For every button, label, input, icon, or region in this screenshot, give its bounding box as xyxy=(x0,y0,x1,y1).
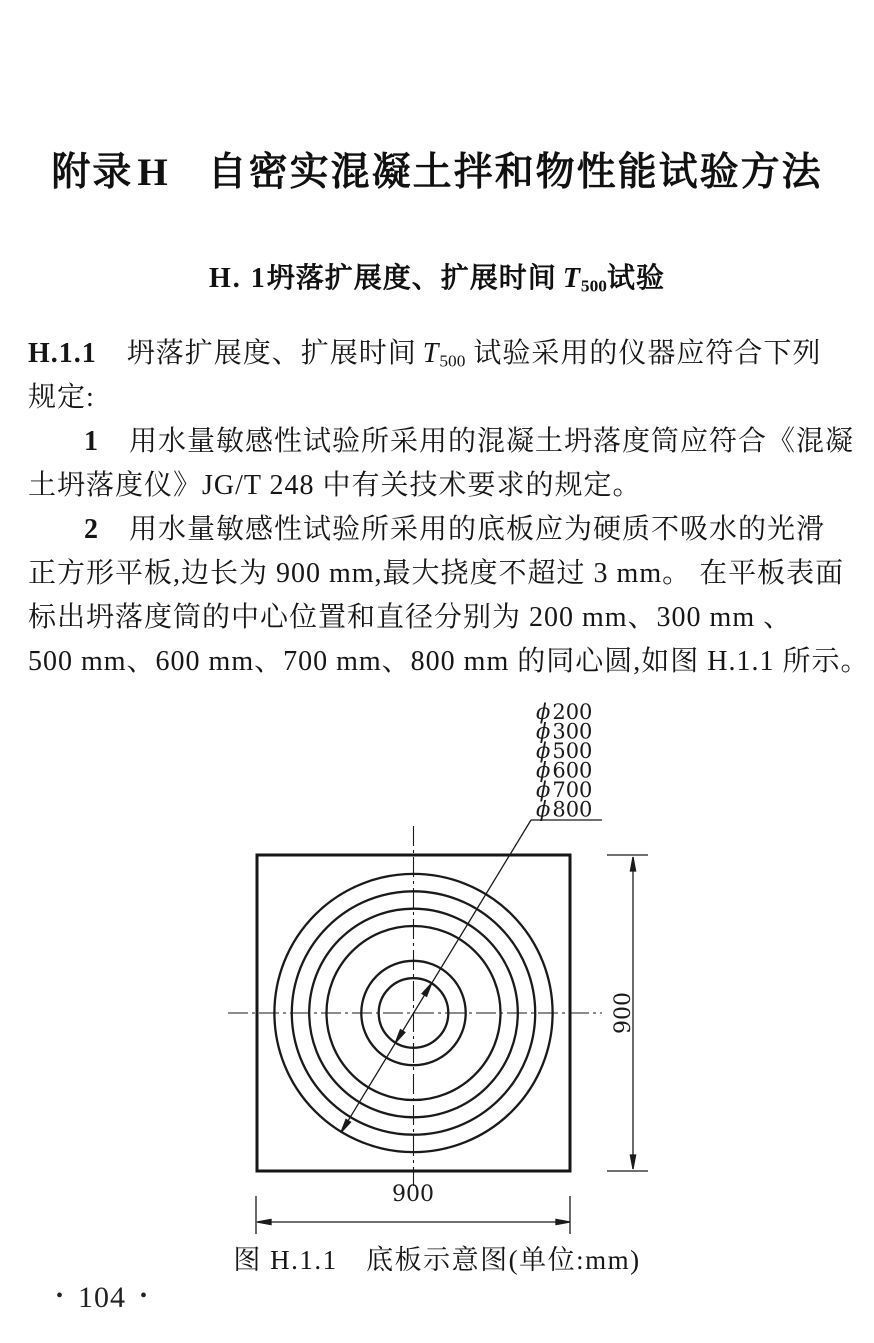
body-line-4 xyxy=(28,464,848,508)
diameter-leader xyxy=(341,820,602,1133)
figure-caption: 图 H.1.1 底板示意图(单位:mm) xyxy=(233,1245,641,1275)
body-text-run: 试验采用的仪器应符合下列 xyxy=(473,338,822,369)
t500-symbol: T xyxy=(562,263,581,294)
body-text-run: 正方形平板,边长为 900 mm,最大挠度不超过 3 mm。 在平板表面 xyxy=(28,558,845,589)
section-heading xyxy=(0,258,874,306)
appendix-subject: 自密实混凝土拌和物性能试验方法 xyxy=(207,150,823,195)
body-text-run: 500 mm、600 mm、700 mm、800 mm 的同心圆,如图 H.1.1 所示。 xyxy=(28,646,870,677)
diameter-label: ϕ700 xyxy=(536,778,593,802)
body-line-8 xyxy=(28,640,870,684)
bullet-right: • xyxy=(140,1285,149,1307)
arrowhead-up-right xyxy=(422,983,432,996)
body-text xyxy=(28,332,870,684)
appendix-label: 附录 xyxy=(51,150,134,195)
arrowhead-down xyxy=(630,1155,635,1169)
body-line-6 xyxy=(28,552,848,596)
appendix-code: H xyxy=(137,151,170,194)
t500-subscript: 500 xyxy=(580,276,607,296)
body-line-5 xyxy=(28,508,848,552)
section-number: H. 1 xyxy=(209,263,267,294)
page-number-value: 104 xyxy=(78,1281,127,1314)
arrowhead-right xyxy=(556,1219,570,1224)
t500-subscript: 500 xyxy=(439,351,466,371)
arrowhead-up xyxy=(630,857,635,871)
body-text-run: 用水量敏感性试验所采用的混凝土坍落度筒应符合《混凝 xyxy=(129,426,855,457)
body-line-1 xyxy=(28,332,848,376)
body-text-run: 用水量敏感性试验所采用的底板应为硬质不吸水的光滑 xyxy=(129,514,826,545)
diameter-label: ϕ200 xyxy=(536,700,593,724)
body-line-3 xyxy=(28,420,855,464)
section-title-post: 试验 xyxy=(606,261,665,294)
appendix-title xyxy=(0,148,874,198)
item-number: 2 xyxy=(84,514,99,545)
figure-h11-diagram xyxy=(0,690,874,1275)
diameter-label: ϕ300 xyxy=(536,719,593,744)
right-dimension-value: 900 xyxy=(611,992,636,1034)
body-text-run: 规定: xyxy=(28,382,95,413)
diameter-label: ϕ500 xyxy=(536,739,593,763)
arrowhead-down-left-end xyxy=(341,1120,351,1133)
clause-number: H.1.1 xyxy=(28,338,97,369)
arrowhead-left xyxy=(257,1219,271,1224)
bullet-left: • xyxy=(56,1285,65,1307)
arrowhead-down-left-inner xyxy=(395,1030,405,1043)
bottom-dimension-value: 900 xyxy=(392,1182,434,1207)
diameter-label: ϕ800 xyxy=(536,797,593,822)
section-title-pre: 坍落扩展度、扩展时间 xyxy=(266,261,557,294)
diameter-labels xyxy=(536,700,592,822)
body-line-7 xyxy=(28,596,848,640)
item-number: 1 xyxy=(84,426,99,457)
body-text-run: 坍落扩展度、扩展时间 xyxy=(126,338,417,369)
body-line-2 xyxy=(28,376,848,420)
t500-symbol: T xyxy=(422,338,440,369)
diameter-label: ϕ600 xyxy=(536,758,593,783)
page-number xyxy=(42,1281,162,1315)
body-text-run: 土坍落度仪》JG/T 248 中有关技术要求的规定。 xyxy=(28,470,642,501)
body-text-run: 标出坍落度筒的中心位置和直径分别为 200 mm、300 mm 、 xyxy=(28,602,793,633)
